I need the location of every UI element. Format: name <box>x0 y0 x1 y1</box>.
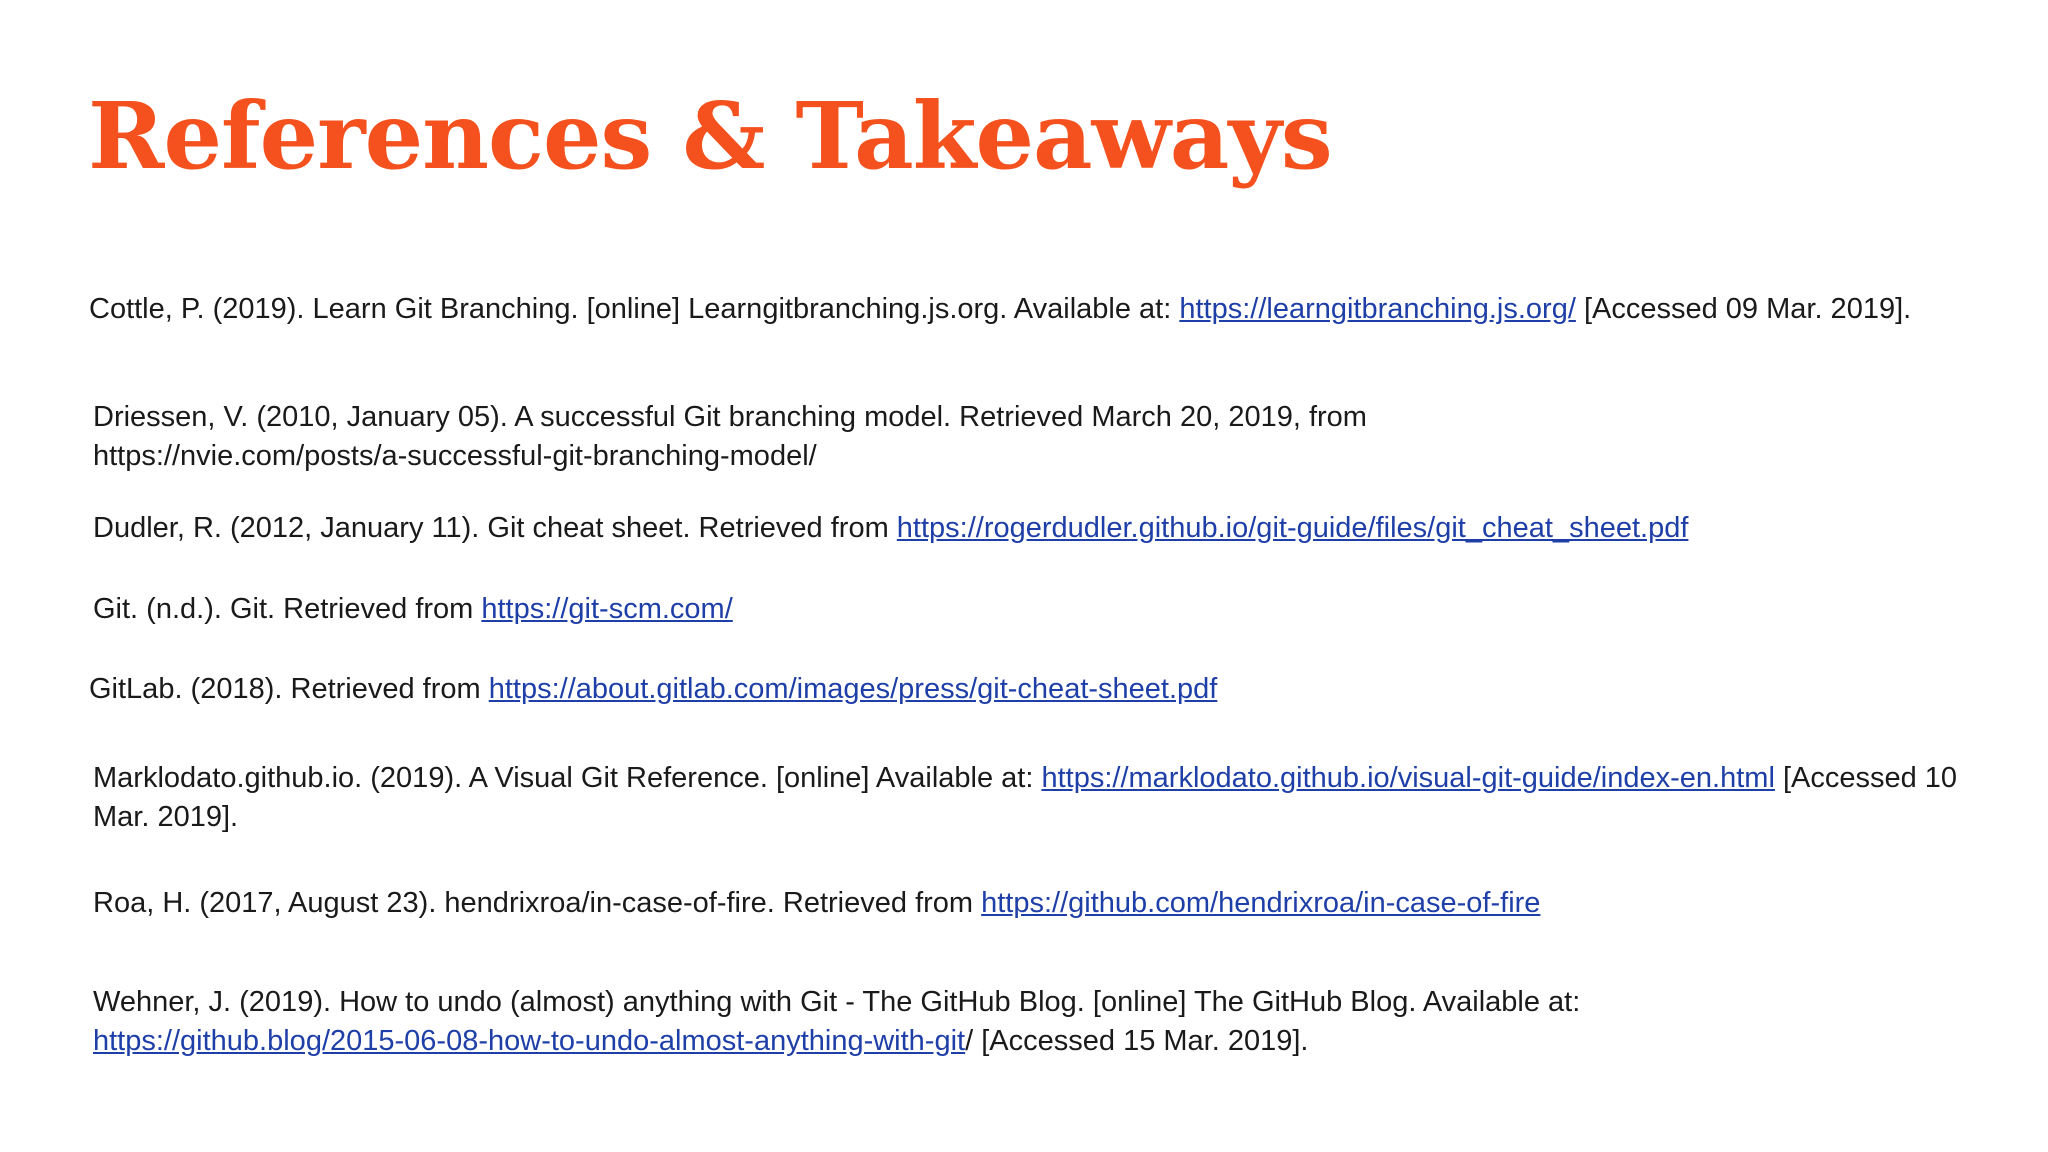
reference-item <box>93 398 1493 476</box>
reference-link[interactable]: https://about.gitlab.com/images/press/git-cheat-sheet.pdf <box>488 673 1218 705</box>
reference-item <box>93 983 1793 1061</box>
reference-item <box>93 884 1973 923</box>
slide-title: References & Takeaways <box>88 82 1332 190</box>
reference-text: Cottle, P. (2019). Learn Git Branching. [online] Learngitbranching.js.org. Available at: <box>89 293 1180 325</box>
reference-item <box>93 509 1973 548</box>
reference-text: Driessen, V. (2010, January 05). A successful Git branching model. Retrieved March 20, 2019, from https://nvie.com/posts/a-successful-git-branching-model/ <box>93 401 1367 472</box>
reference-item <box>93 590 1973 629</box>
reference-text: Marklodato.github.io. (2019). A Visual Git Reference. [online] Available at: <box>93 762 1042 794</box>
reference-link[interactable]: https://marklodato.github.io/visual-git-guide/index-en.html <box>1041 762 1775 794</box>
reference-text: Roa, H. (2017, August 23). hendrixroa/in-case-of-fire. Retrieved from <box>93 887 982 919</box>
reference-link[interactable]: https://learngitbranching.js.org/ <box>1179 293 1576 325</box>
reference-link[interactable]: https://rogerdudler.github.io/git-guide/files/git_cheat_sheet.pdf <box>896 512 1689 544</box>
reference-link[interactable]: https://github.blog/2015-06-08-how-to-undo-almost-anything-with-git <box>93 1025 966 1057</box>
reference-text-after: [Accessed 09 Mar. 2019]. <box>1575 293 1912 325</box>
reference-link[interactable]: https://github.com/hendrixroa/in-case-of-fire <box>981 887 1541 919</box>
reference-text: Wehner, J. (2019). How to undo (almost) anything with Git - The GitHub Blog. [online] The GitHub Blog. Available at: <box>93 986 1581 1018</box>
reference-text-after: [Accessed 10 Mar. 2019]. <box>93 762 1958 833</box>
reference-item <box>89 290 1969 329</box>
reference-text: Dudler, R. (2012, January 11). Git cheat sheet. Retrieved from <box>93 512 897 544</box>
reference-item <box>93 759 1973 837</box>
reference-item <box>89 670 1969 709</box>
reference-link[interactable]: https://git-scm.com/ <box>481 593 733 625</box>
reference-text: GitLab. (2018). Retrieved from <box>89 673 489 705</box>
reference-text: Git. (n.d.). Git. Retrieved from <box>93 593 482 625</box>
reference-text-after: / [Accessed 15 Mar. 2019]. <box>965 1025 1309 1057</box>
